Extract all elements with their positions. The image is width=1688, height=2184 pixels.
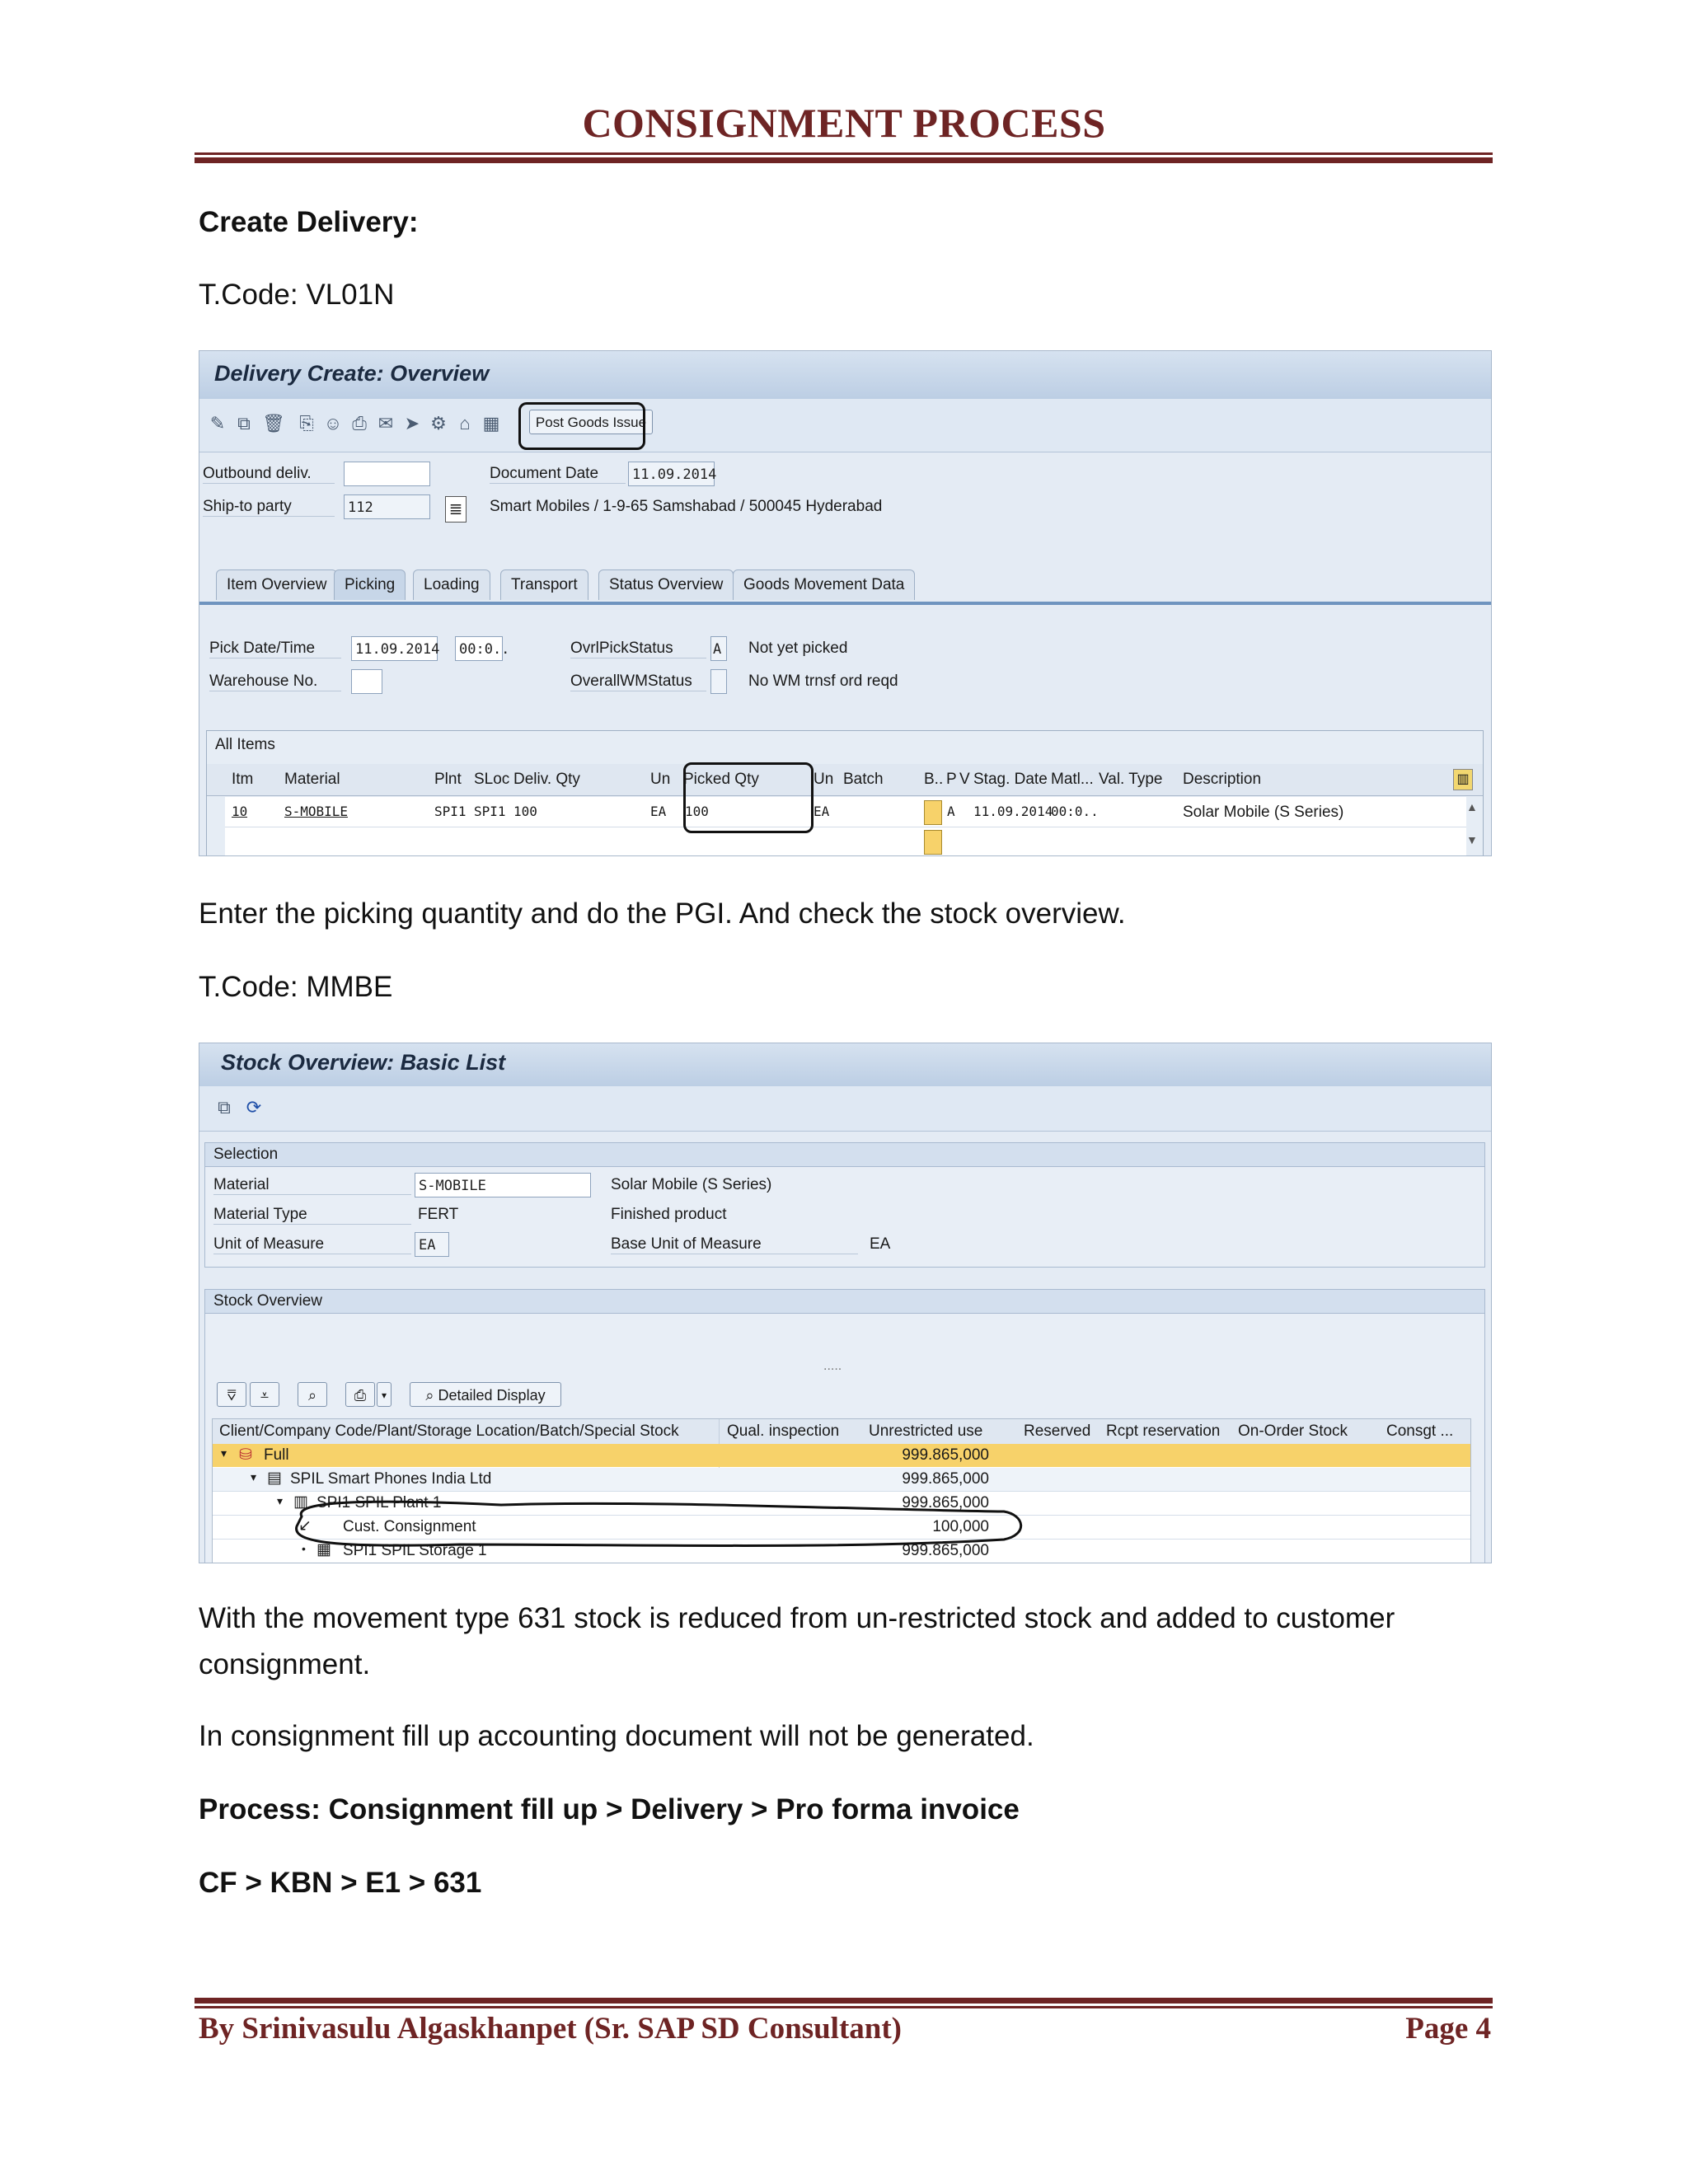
col-val-type[interactable]: Val. Type bbox=[1099, 771, 1163, 788]
col-description[interactable]: Description bbox=[1183, 771, 1262, 788]
stock-tree-table bbox=[212, 1418, 1471, 1563]
footer-rule-thin bbox=[195, 2006, 1493, 2008]
tree-label-company: SPIL Smart Phones India Ltd bbox=[290, 1470, 492, 1488]
tab-item-overview[interactable]: Item Overview bbox=[216, 569, 337, 600]
address-detail-icon[interactable]: ≣ bbox=[445, 496, 467, 523]
tree-label-full: Full bbox=[264, 1446, 289, 1464]
consignment-icon: ↙ bbox=[298, 1517, 312, 1535]
col-on-order-stock[interactable]: On-Order Stock bbox=[1238, 1422, 1348, 1440]
uom-label: Unit of Measure bbox=[213, 1235, 411, 1254]
mmbe-titlebar bbox=[199, 1043, 1491, 1087]
tree-bullet-icon: • bbox=[302, 1542, 306, 1555]
warehouse-input[interactable] bbox=[351, 669, 382, 694]
shipto-label: Ship-to party bbox=[203, 498, 335, 517]
col-deliv-qty[interactable]: Deliv. Qty bbox=[513, 771, 580, 788]
col-material[interactable]: Material bbox=[284, 771, 340, 788]
row-plnt: SPI1 bbox=[434, 804, 467, 819]
material-description: Solar Mobile (S Series) bbox=[611, 1176, 772, 1193]
selection-title: Selection bbox=[205, 1143, 1484, 1167]
scroll-up-icon[interactable]: ▲ bbox=[1466, 800, 1478, 813]
tab-goods-movement-data[interactable]: Goods Movement Data bbox=[733, 569, 915, 600]
material-label: Material bbox=[213, 1176, 411, 1195]
ovrlpick-status-label: OvrlPickStatus bbox=[570, 640, 706, 658]
row-matl: 00:0.. bbox=[1051, 804, 1099, 819]
pick-time-input[interactable]: 00:0.. bbox=[455, 636, 503, 661]
col-consgt[interactable]: Consgt ... bbox=[1386, 1422, 1454, 1440]
detailed-display-button[interactable] bbox=[410, 1382, 561, 1407]
tcode-mmbe: T.Code: MMBE bbox=[199, 971, 393, 1003]
delete-icon[interactable]: 🗑 bbox=[262, 413, 285, 434]
tree-value-consignment: 100,000 bbox=[932, 1518, 989, 1535]
row-itm: 10 bbox=[232, 804, 248, 819]
tree-value-company: 999.865,000 bbox=[902, 1470, 989, 1488]
mmbe-screen bbox=[199, 1043, 1492, 1563]
stock-overview-group bbox=[204, 1289, 1485, 1563]
col-plnt[interactable]: Plnt bbox=[434, 771, 462, 788]
row-deliv-qty: 100 bbox=[513, 804, 537, 819]
row-sloc: SPI1 bbox=[474, 804, 506, 819]
detail-magnifier-icon: ⌕ bbox=[425, 1387, 438, 1404]
base-uom-label: Base Unit of Measure bbox=[611, 1235, 858, 1254]
row-description: Solar Mobile (S Series) bbox=[1183, 804, 1344, 821]
base-uom-value: EA bbox=[870, 1235, 891, 1253]
selection-group bbox=[204, 1142, 1485, 1268]
footer-rule-thick bbox=[195, 1998, 1493, 2004]
flow-icon[interactable]: ➤ bbox=[404, 413, 420, 434]
vl01n-title: Delivery Create: Overview bbox=[214, 361, 490, 386]
header-rule-thick bbox=[195, 157, 1493, 163]
item-row[interactable] bbox=[225, 797, 1466, 827]
col-unrestricted-use[interactable]: Unrestricted use bbox=[869, 1422, 983, 1440]
vl01n-screen bbox=[199, 350, 1492, 856]
stock-overview-title: Stock Overview bbox=[205, 1290, 1484, 1314]
outbound-deliv-label: Outbound deliv. bbox=[203, 465, 335, 484]
instruction-paragraph: Enter the picking quantity and do the PGI. And check the stock overview. bbox=[199, 898, 1126, 930]
document-date-label: Document Date bbox=[490, 465, 626, 484]
tree-value-plant: 999.865,000 bbox=[902, 1494, 989, 1511]
grid-icon[interactable]: ▦ bbox=[482, 413, 500, 434]
ovrlpick-status-input[interactable]: A bbox=[710, 636, 727, 661]
tab-underline bbox=[199, 602, 1491, 605]
col-un[interactable]: Un bbox=[650, 771, 671, 788]
handdrawn-circle-pgi bbox=[518, 402, 645, 450]
tab-transport[interactable]: Transport bbox=[500, 569, 588, 600]
tree-value-storage: 999.865,000 bbox=[902, 1542, 989, 1559]
col-sloc[interactable]: SLoc bbox=[474, 771, 510, 788]
status-icon[interactable]: ⚙ bbox=[430, 413, 447, 434]
shipto-input[interactable]: 112 bbox=[344, 494, 430, 519]
warehouse-label: Warehouse No. bbox=[209, 673, 341, 691]
shipto-address: Smart Mobiles / 1-9-65 Samshabad / 500045 Hyderabad bbox=[490, 498, 883, 515]
col-picked-qty[interactable]: Picked Qty bbox=[683, 771, 759, 788]
post-goods-issue-button[interactable]: Post Goods Issue bbox=[529, 410, 653, 434]
wm-status-input[interactable] bbox=[710, 669, 727, 694]
tree-label-storage: SPI1 SPIL Storage 1 bbox=[343, 1542, 487, 1559]
refresh-icon[interactable]: ⟳ bbox=[246, 1097, 262, 1118]
document-date-input[interactable]: 11.09.2014 bbox=[628, 462, 715, 486]
column-layout-icon[interactable]: ▥ bbox=[1453, 769, 1473, 790]
col-matl[interactable]: Matl... bbox=[1051, 771, 1094, 788]
col-b[interactable]: B.. bbox=[924, 771, 944, 788]
wm-status-label: OverallWMStatus bbox=[570, 673, 706, 691]
home-icon[interactable]: ⌂ bbox=[459, 413, 471, 434]
print-button[interactable]: ⎙ bbox=[345, 1382, 375, 1407]
col-rcpt-reservation[interactable]: Rcpt reservation bbox=[1106, 1422, 1221, 1440]
items-title: All Items bbox=[215, 736, 275, 753]
find-button[interactable]: ⌕ bbox=[298, 1382, 327, 1407]
uom-input[interactable]: EA bbox=[415, 1232, 449, 1257]
pick-date-input[interactable]: 11.09.2014 bbox=[351, 636, 438, 661]
vl01n-titlebar bbox=[199, 351, 1491, 400]
full-icon: ⛁ bbox=[239, 1446, 252, 1464]
partner-icon[interactable]: ☺ bbox=[323, 413, 343, 434]
accounting-paragraph: In consignment fill up accounting document will not be generated. bbox=[199, 1720, 1034, 1752]
mmbe-toolbar bbox=[199, 1086, 1491, 1132]
company-icon: ▤ bbox=[267, 1469, 282, 1487]
tab-picking[interactable]: Picking bbox=[334, 569, 406, 600]
row-batch-indicator-empty[interactable] bbox=[924, 830, 942, 855]
storage-icon: ▦ bbox=[316, 1541, 331, 1558]
document-title: CONSIGNMENT PROCESS bbox=[582, 100, 1106, 146]
copy-icon[interactable]: ⎘ bbox=[299, 413, 314, 434]
items-grid bbox=[206, 730, 1484, 856]
col-reserved[interactable]: Reserved bbox=[1024, 1422, 1091, 1440]
texts-icon[interactable]: ✉ bbox=[377, 413, 394, 434]
other-material-icon[interactable]: ⧉ bbox=[218, 1097, 231, 1118]
vl01n-toolbar bbox=[199, 399, 1491, 452]
material-type-label: Material Type bbox=[213, 1206, 411, 1225]
other-object-icon[interactable]: ⧉ bbox=[237, 413, 251, 434]
row-picked-qty[interactable]: 100 bbox=[685, 804, 709, 819]
material-type-description: Finished product bbox=[611, 1206, 727, 1223]
col-qual-inspection[interactable]: Qual. inspection bbox=[727, 1422, 840, 1440]
wm-status-text: No WM trnsf ord reqd bbox=[748, 673, 898, 690]
tab-status-overview[interactable]: Status Overview bbox=[598, 569, 734, 600]
item-row-empty[interactable] bbox=[225, 827, 1466, 855]
row-material[interactable]: S-MOBILE bbox=[284, 804, 349, 819]
tree-label-plant: SPI1 SPIL Plant 1 bbox=[316, 1494, 442, 1511]
process-line: Process: Consignment fill up > Delivery > Pro forma invoice bbox=[199, 1793, 1020, 1825]
col-hierarchy[interactable]: Client/Company Code/Plant/Storage Location/Batch/Special Stock bbox=[219, 1422, 679, 1440]
header-rule-thin bbox=[195, 152, 1493, 155]
tree-expand-icon[interactable]: ▾ bbox=[277, 1494, 284, 1507]
handdrawn-box-picked-qty bbox=[683, 762, 814, 833]
tree-value-full: 999.865,000 bbox=[902, 1446, 989, 1464]
mmbe-title: Stock Overview: Basic List bbox=[221, 1050, 506, 1075]
footer-page-number: Page 4 bbox=[1405, 2012, 1491, 2046]
expand-all-button[interactable]: ⩢ bbox=[217, 1382, 246, 1407]
plant-icon: ▥ bbox=[293, 1493, 308, 1511]
splitter-dots[interactable]: ..... bbox=[823, 1359, 842, 1373]
outbound-deliv-input[interactable] bbox=[344, 462, 430, 486]
section-heading: Create Delivery: bbox=[199, 206, 419, 238]
material-input[interactable]: S-MOBILE bbox=[415, 1173, 591, 1197]
pick-date-label: Pick Date/Time bbox=[209, 640, 341, 658]
row-un: EA bbox=[650, 804, 667, 819]
codes-line: CF > KBN > E1 > 631 bbox=[199, 1867, 482, 1899]
tree-expand-icon[interactable]: ▾ bbox=[251, 1470, 257, 1483]
row-stag-date: 11.09.2014 bbox=[973, 804, 1053, 819]
detailed-display-label: Detailed Display bbox=[438, 1387, 546, 1404]
row-batch-indicator[interactable] bbox=[924, 800, 942, 825]
edit-icon[interactable]: ✎ bbox=[209, 413, 226, 434]
tcode-vl01n: T.Code: VL01N bbox=[199, 279, 395, 311]
col-p[interactable]: P bbox=[946, 771, 957, 788]
col-v[interactable]: V bbox=[959, 771, 970, 788]
col-itm[interactable]: Itm bbox=[232, 771, 254, 788]
tree-expand-icon[interactable]: ▾ bbox=[221, 1446, 227, 1460]
scroll-down-icon[interactable]: ▼ bbox=[1466, 833, 1478, 846]
footer-author: By Srinivasulu Algaskhanpet (Sr. SAP SD Consultant) bbox=[199, 2012, 902, 2046]
movement-paragraph: With the movement type 631 stock is reduced from un-restricted stock and added to customer consignment. bbox=[199, 1602, 1395, 1680]
print-icon[interactable]: ⎙ bbox=[352, 413, 367, 434]
row-un2: EA bbox=[814, 804, 830, 819]
row-p: A bbox=[947, 804, 955, 819]
tree-label-consignment: Cust. Consignment bbox=[343, 1518, 476, 1535]
collapse-all-button[interactable]: ⩡ bbox=[250, 1382, 279, 1407]
col-batch[interactable]: Batch bbox=[843, 771, 884, 788]
col-stag-date[interactable]: Stag. Date bbox=[973, 771, 1048, 788]
ovrlpick-status-text: Not yet picked bbox=[748, 640, 848, 657]
items-header bbox=[207, 764, 1483, 796]
material-type-value: FERT bbox=[418, 1206, 459, 1223]
handdrawn-oval-consignment bbox=[213, 1419, 1470, 1563]
print-dropdown-button[interactable]: ▾ bbox=[377, 1382, 392, 1407]
col-un2[interactable]: Un bbox=[814, 771, 834, 788]
tab-loading[interactable]: Loading bbox=[413, 569, 490, 600]
